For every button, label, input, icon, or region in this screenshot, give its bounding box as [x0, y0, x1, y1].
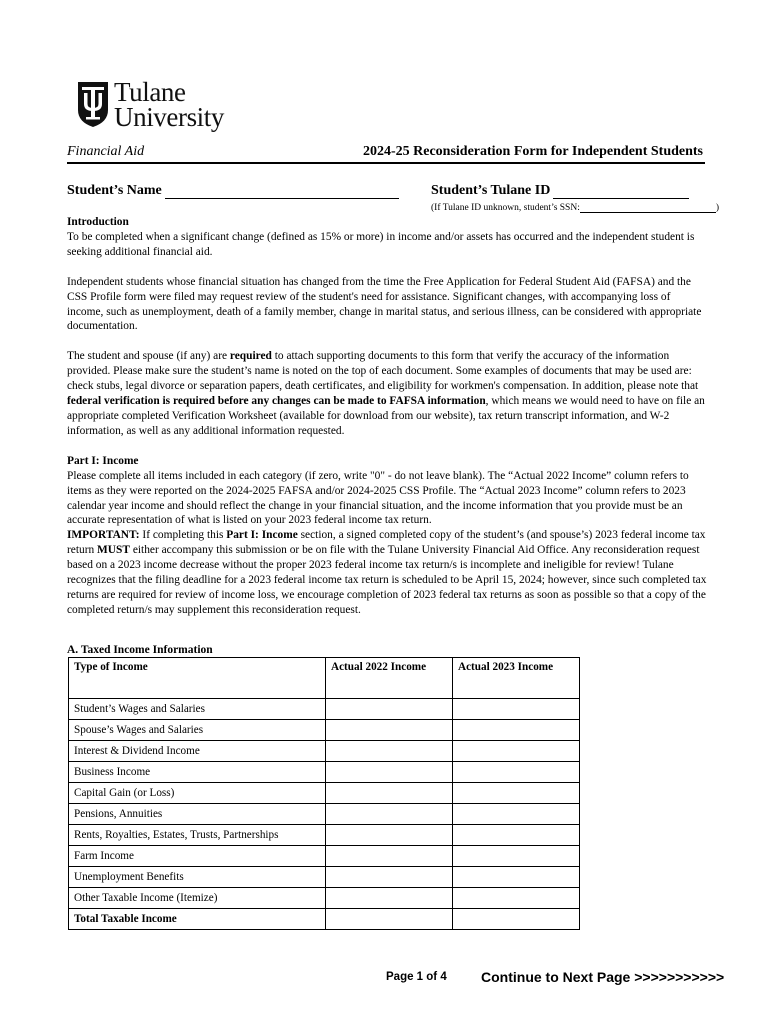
row-label: Farm Income	[69, 846, 326, 867]
text-span: either accompany this submission or be on file with the Tulane University Financial Aid Office. Any reconsideration request based on a 2023 income decrease without the proper 2023 federal income tax return/s is incomplete and ineligible for review! Tulane recognizes that the filing deadline for a 2023 federal income tax return is scheduled to be April 15, 2024; however, since such completed tax returns are required for review of income loss, we encourage completion of 2023 federal tax returns as soon as possible so that a copy of the completed return/s may supplement this reconsideration request.	[67, 544, 707, 616]
table-row	[69, 720, 580, 741]
ssn-label: (If Tulane ID unknown, student’s SSN:	[431, 203, 580, 213]
form-title: 2024-25 Reconsideration Form for Independent Students	[362, 144, 703, 159]
table-row	[69, 804, 580, 825]
income-2023-cell[interactable]	[453, 825, 580, 846]
text-span: , which means we would need to have on file an appropriate completed Verification Worksheet (available for download from our website), tax return transcript information, and W-2 information, as well as any additional information requested.	[67, 395, 705, 437]
emphasis-text: required	[229, 350, 272, 363]
income-2023-cell[interactable]	[453, 741, 580, 762]
emphasis-text: federal verification is required before any changes can be made to FAFSA information	[67, 395, 486, 408]
tulane-id-label: Student’s Tulane ID	[431, 183, 551, 198]
total-row	[69, 909, 580, 930]
total-2023-cell[interactable]	[453, 909, 580, 930]
tulane-id-field	[431, 183, 689, 199]
table-header-row	[69, 658, 580, 699]
row-label: Rents, Royalties, Estates, Trusts, Partnerships	[69, 825, 326, 846]
page-number: Page 1 of 4	[386, 971, 447, 983]
table-row	[69, 888, 580, 909]
income-2023-cell[interactable]	[453, 762, 580, 783]
emphasis-text: Part I: Income	[226, 529, 298, 542]
column-header: Actual 2022 Income	[326, 658, 453, 699]
income-2023-cell[interactable]	[453, 699, 580, 720]
text-span: The student and spouse (if any) are	[67, 350, 230, 363]
row-label: Student’s Wages and Salaries	[69, 699, 326, 720]
header-divider	[67, 162, 705, 164]
income-2022-cell[interactable]	[326, 825, 453, 846]
table-title: A. Taxed Income Information	[67, 644, 213, 656]
intro-paragraph-1: To be completed when a significant change (defined as 15% or more) in income and/or assets has occurred and the independent student is seeking additional financial aid.	[67, 230, 695, 258]
student-name-input[interactable]	[165, 184, 399, 199]
part1-paragraph: Please complete all items included in each category (if zero, write "0" - do not leave blank). The “Actual 2022 Income” column refers to items as they were reported on the 2024-2025 FAFSA and/or 2024-2025 CSS Profile. The “Actual 2023 Income” column refers to 2023 calendar year income and should reflect the change in your financial situation, and the income information that you provide must be an accurate representation of what is listed on your 2023 federal income tax return.	[67, 469, 689, 527]
text-span: to attach supporting documents to this form that verify the accuracy of the information provided. Please make sure the student’s name is noted on the top of each document. Some examples of documents that may be used are: check stubs, legal divorce or separation papers, death certificates, and eligibility for workmen's compensation. In addition, please note that	[67, 350, 699, 393]
intro-paragraph-2: Independent students whose financial situation has changed from the time the Free Application for Federal Student Aid (FAFSA) and the CSS Profile form were filed may request review of the student's need for assistance. Significant changes, with accompanying loss of income, such as unemployment, death of a family member, change in marital status, and serious illness, can be considered with appropriate documentation.	[67, 275, 702, 333]
student-name-label: Student’s Name	[67, 183, 162, 198]
income-2023-cell[interactable]	[453, 846, 580, 867]
income-2022-cell[interactable]	[326, 867, 453, 888]
income-2023-cell[interactable]	[453, 720, 580, 741]
row-label: Unemployment Benefits	[69, 867, 326, 888]
department-label: Financial Aid	[67, 144, 145, 159]
column-header: Type of Income	[69, 658, 326, 699]
row-label: Capital Gain (or Loss)	[69, 783, 326, 804]
ssn-label-close: )	[715, 203, 720, 213]
income-2022-cell[interactable]	[326, 699, 453, 720]
text-span: If completing this	[139, 529, 227, 542]
student-name-field	[67, 183, 399, 199]
tulane-logo	[76, 77, 224, 132]
table-row	[69, 762, 580, 783]
part1-heading: Part I: Income	[67, 454, 139, 467]
column-header: Actual 2023 Income	[453, 658, 580, 699]
ssn-field	[431, 202, 719, 213]
logo-line-tulane: Tulane	[114, 77, 186, 107]
row-label: Interest & Dividend Income	[69, 741, 326, 762]
emphasis-text: MUST	[97, 544, 130, 557]
taxed-income-table	[68, 657, 580, 930]
income-2022-cell[interactable]	[326, 888, 453, 909]
table-row	[69, 783, 580, 804]
row-label: Pensions, Annuities	[69, 804, 326, 825]
logo-line-university: University	[114, 102, 224, 132]
intro-paragraph-3	[67, 349, 707, 438]
total-label: Total Taxable Income	[69, 909, 326, 930]
income-2022-cell[interactable]	[326, 804, 453, 825]
ssn-input[interactable]	[580, 202, 716, 213]
table-row	[69, 741, 580, 762]
income-2023-cell[interactable]	[453, 804, 580, 825]
income-2023-cell[interactable]	[453, 867, 580, 888]
row-label: Spouse’s Wages and Salaries	[69, 720, 326, 741]
income-2022-cell[interactable]	[326, 762, 453, 783]
income-2022-cell[interactable]	[326, 846, 453, 867]
text-span: section, a signed completed copy of the student’s (and spouse’s) 2023 federal income tax return	[67, 529, 706, 557]
row-label: Business Income	[69, 762, 326, 783]
tulane-id-input[interactable]	[553, 184, 689, 199]
total-2022-cell[interactable]	[326, 909, 453, 930]
table-row	[69, 867, 580, 888]
income-2023-cell[interactable]	[453, 783, 580, 804]
form-body	[67, 215, 707, 618]
income-2022-cell[interactable]	[326, 720, 453, 741]
row-label: Other Taxable Income (Itemize)	[69, 888, 326, 909]
table-row	[69, 846, 580, 867]
table-row	[69, 825, 580, 846]
emphasis-text: IMPORTANT:	[67, 529, 140, 542]
part1-important-paragraph	[67, 528, 707, 617]
continue-next-page: Continue to Next Page >>>>>>>>>>>	[481, 969, 725, 985]
income-2023-cell[interactable]	[453, 888, 580, 909]
intro-heading: Introduction	[67, 216, 129, 228]
table-row	[69, 699, 580, 720]
header	[67, 144, 703, 163]
tulane-shield-icon	[76, 80, 110, 128]
income-2022-cell[interactable]	[326, 741, 453, 762]
income-2022-cell[interactable]	[326, 783, 453, 804]
